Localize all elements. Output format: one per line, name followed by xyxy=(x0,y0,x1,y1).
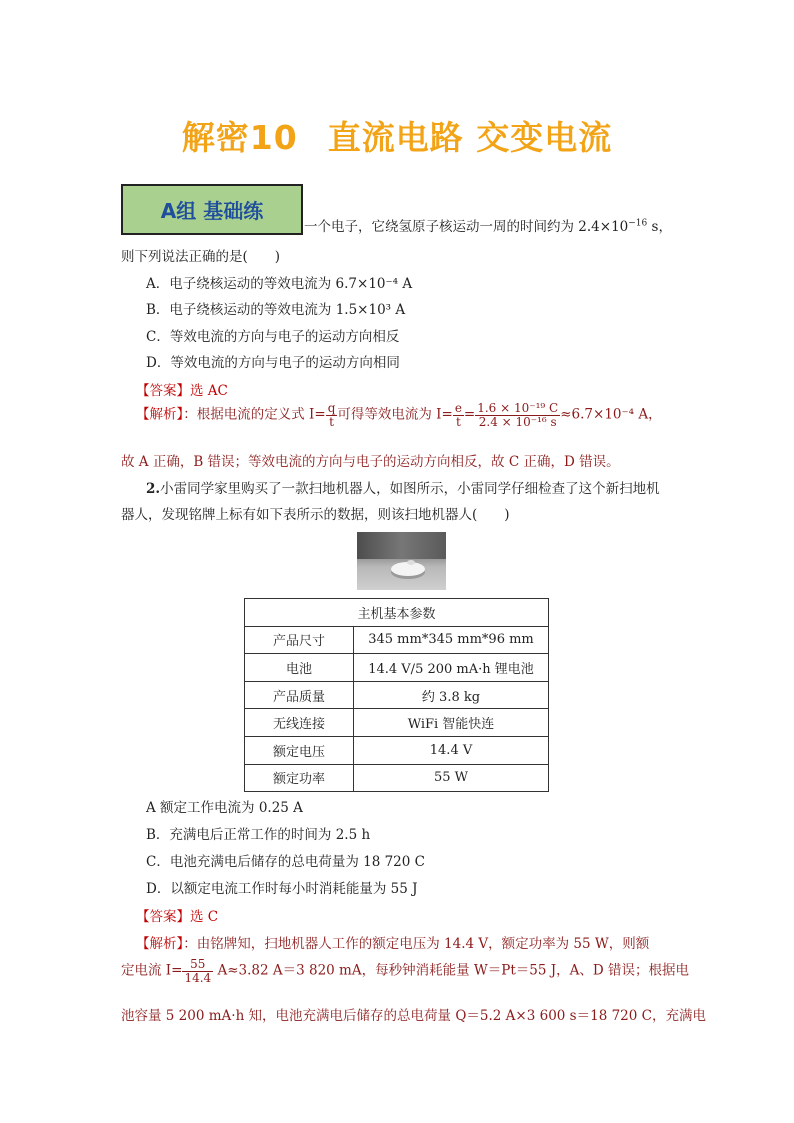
title-part1: 解密10 xyxy=(181,118,298,157)
table-row: 额定电压 14.4 V xyxy=(245,736,549,764)
group-label-box xyxy=(121,184,303,235)
params-table xyxy=(244,598,549,792)
q1-analysis-line2: 故 A 正确，B 错误；等效电流的方向与电子的运动方向相反，故 C 正确，D 错误。 xyxy=(121,454,620,470)
robot-vacuum-photo xyxy=(357,532,446,590)
q2-analysis-line2: 定电流 I= $\frac{55}{14.4}$ A≈3.82 A＝3 820 mA，每秒钟消耗能量 W＝Pt＝55 J，A、D 错误；根据电 xyxy=(121,957,690,985)
group-label: A组 基础练 xyxy=(160,199,264,223)
q2-analysis-line1: 【解析】：由铭牌知，扫地机器人工作的额定电压为 14.4 V，额定功率为 55 W，则额 xyxy=(136,936,650,952)
q1-stem-line1: 一个电子，它绕氢原子核运动一周的时间约为 $2.4\times 10^{-16}$ s， xyxy=(304,218,672,235)
title-part2: 直流电路 交变电流 xyxy=(327,118,613,157)
table-row: 产品尺寸 345 mm*345 mm*96 mm xyxy=(245,626,549,654)
q2-option-c: C．电池充满电后储存的总电荷量为 18 720 C xyxy=(146,854,425,870)
table-header: 主机基本参数 xyxy=(245,599,549,627)
q1-option-c: C．等效电流的方向与电子的运动方向相反 xyxy=(146,329,400,345)
q1-option-b: B．电子绕核运动的等效电流为 1.5×10³ A xyxy=(146,302,406,318)
q1-answer: 【答案】选 AC xyxy=(136,383,228,399)
q2-answer: 【答案】选 C xyxy=(136,909,219,925)
page-title xyxy=(0,112,794,159)
q2-analysis-line3: 池容量 5 200 mA·h 知，电池充满电后储存的总电荷量 Q＝5.2 A×3 600 s＝18 720 C，充满电 xyxy=(121,1008,706,1024)
q2-stem-line1: 2.小雷同学家里购买了一款扫地机器人，如图所示，小雷同学仔细检查了这个新扫地机 xyxy=(146,481,660,497)
q2-option-a: A 额定工作电流为 0.25 A xyxy=(146,800,303,816)
table-row: 额定功率 55 W xyxy=(245,764,549,792)
q2-stem-line2: 器人，发现铭牌上标有如下表所示的数据，则该扫地机器人( ) xyxy=(121,507,510,523)
q2-option-b: B．充满电后正常工作的时间为 2.5 h xyxy=(146,827,371,843)
q1-option-a: A．电子绕核运动的等效电流为 6.7×10⁻⁴ A xyxy=(146,276,413,292)
table-row: 电池 14.4 V/5 200 mA·h 锂电池 xyxy=(245,654,549,682)
q2-option-d: D．以额定电流工作时每小时消耗能量为 55 J xyxy=(146,881,418,897)
table-row: 无线连接 WiFi 智能快连 xyxy=(245,709,549,737)
table-row: 产品质量 约 3.8 kg xyxy=(245,681,549,709)
q1-stem-line2: 则下列说法正确的是( ) xyxy=(121,249,281,265)
q1-option-d: D．等效电流的方向与电子的运动方向相同 xyxy=(146,355,400,371)
q1-analysis-line1: 【解析】：根据电流的定义式 I= $\frac{q}{t}$ 可得等效电流为 I= $\frac{e}{t}$ = $\frac{\text{1.6 × 10⁻¹⁹ C}}{\text{2.4 × 10⁻¹⁶ s}}$ ≈6.7×10⁻⁴ A， xyxy=(136,401,662,429)
